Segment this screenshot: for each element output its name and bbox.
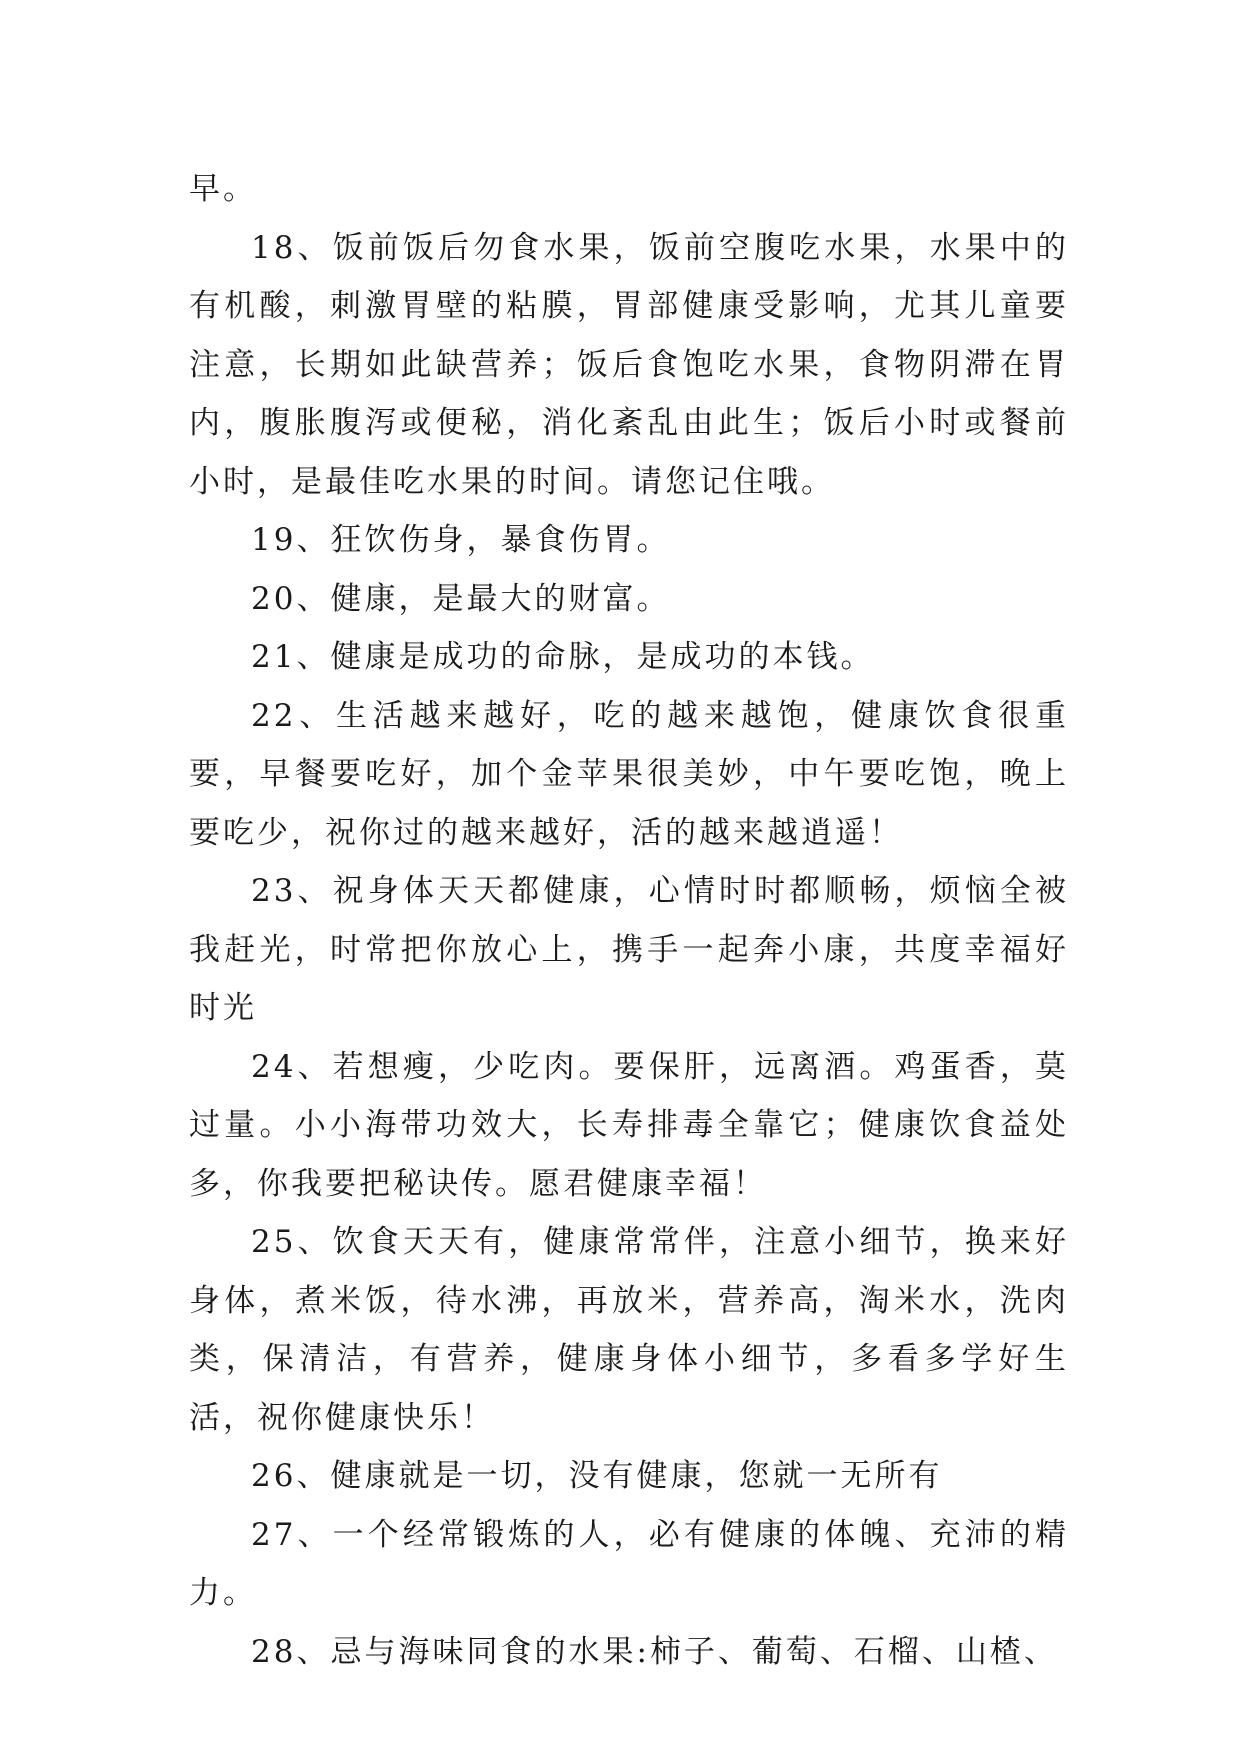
paragraph-item-22: 22、生活越来越好，吃的越来越饱，健康饮食很重要，早餐要吃好，加个金苹果很美妙，中午要吃饱，晚上要吃少，祝你过的越来越好，活的越来越逍遥！ (189, 697, 1069, 851)
paragraph-item-28: 28、忌与海味同食的水果:柿子、葡萄、石榴、山楂、 (251, 1633, 1058, 1670)
document-body (189, 160, 1069, 1681)
paragraph-item-26: 26、健康就是一切，没有健康，您就一无所有 (251, 1458, 943, 1494)
paragraph-item-27: 27、一个经常锻炼的人，必有健康的体魄、充沛的精力。 (189, 1516, 1069, 1611)
paragraph-item-23: 23、祝身体天天都健康，心情时时都顺畅，烦恼全被我赶光，时常把你放心上，携手一起奔小康，共度幸福好时光 (189, 873, 1069, 1026)
paragraph-item-20: 20、健康，是最大的财富。 (251, 580, 671, 617)
paragraph-item-24: 24、若想瘦，少吃肉。要保肝，远离酒。鸡蛋香，莫过量。小小海带功效大，长寿排毒全靠它；健康饮食益处多，你我要把秘诀传。愿君健康幸福！ (189, 1048, 1069, 1202)
paragraph-item-18: 18、饭前饭后勿食水果，饭前空腹吃水果，水果中的有机酸，刺激胃壁的粘膜，胃部健康受影响，尤其儿童要注意，长期如此缺营养；饭后食饱吃水果，食物阴滞在胃内，腹胀腹泻或便秘，消化紊乱由此生；饭后小时或餐前小时，是最佳吃水果的时间。请您记住哦。 (189, 229, 1069, 500)
paragraph-item-19: 19、狂饮伤身，暴食伤胃。 (251, 522, 671, 558)
paragraph-item-25: 25、饮食天天有，健康常常伴，注意小细节，换来好身体，煮米饭，待水沸，再放米，营养高，淘米水，洗肉类，保清洁，有营养，健康身体小细节，多看多学好生活，祝你健康快乐！ (189, 1224, 1069, 1436)
paragraph-item-21: 21、健康是成功的命脉，是成功的本钱。 (251, 639, 875, 675)
paragraph-continuation: 早。 (189, 171, 257, 207)
